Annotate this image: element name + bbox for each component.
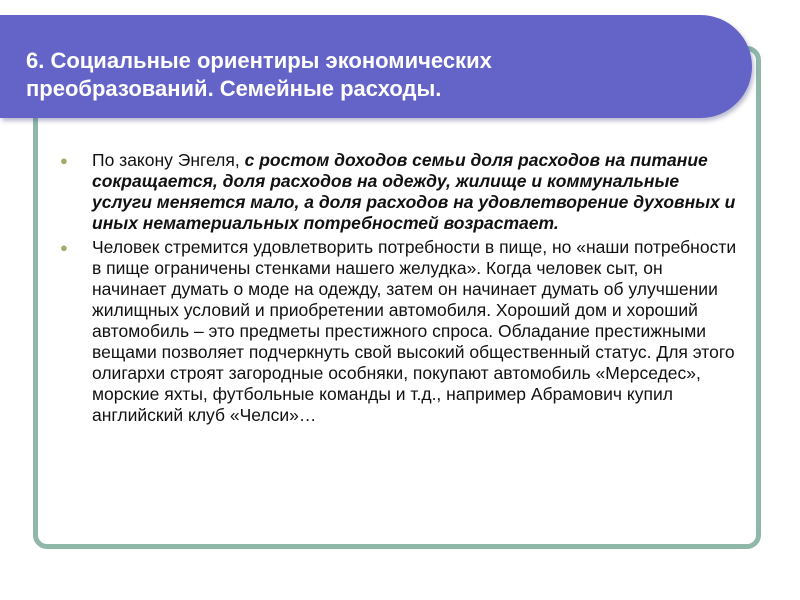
slide-title: 6. Социальные ориентиры экономических преобразований. Семейные расходы.	[26, 48, 492, 101]
bullet-list	[60, 150, 740, 429]
title-banner	[0, 15, 752, 118]
bullet-icon: ●	[60, 240, 68, 255]
bullet-text: Человек стремится удовлетворить потребности в пище, но «наши потребности в пище ограничены стенками нашего желудка». Когда человек сыт, он начинает думать о моде на одежду, затем он начинает думать об улучшении жилищных условий и приобретении автомобиля. Хороший дом и хороший автомобиль – это предметы престижного спроса. Обладание престижными вещами позволяет подчеркнуть свой высокий общественный статус. Для этого олигархи строят загородные особняки, покупают автомобиль «Мерседес», морские яхты, футбольные команды и т.д., например Абрамович купил английский клуб «Челси»…	[92, 237, 737, 425]
list-item	[60, 150, 740, 234]
list-item	[60, 237, 740, 426]
bullet-icon: ●	[60, 153, 68, 168]
bullet-emphasis-text: с ростом доходов семьи доля расходов на питание сокращается, доля расходов на одежду, жилище и коммунальные услуги меняется мало, а доля расходов на удовлетворение духовных и иных нематериальных потребностей возрастает.	[92, 150, 736, 233]
bullet-lead-text: По закону Энгеля,	[92, 150, 245, 170]
